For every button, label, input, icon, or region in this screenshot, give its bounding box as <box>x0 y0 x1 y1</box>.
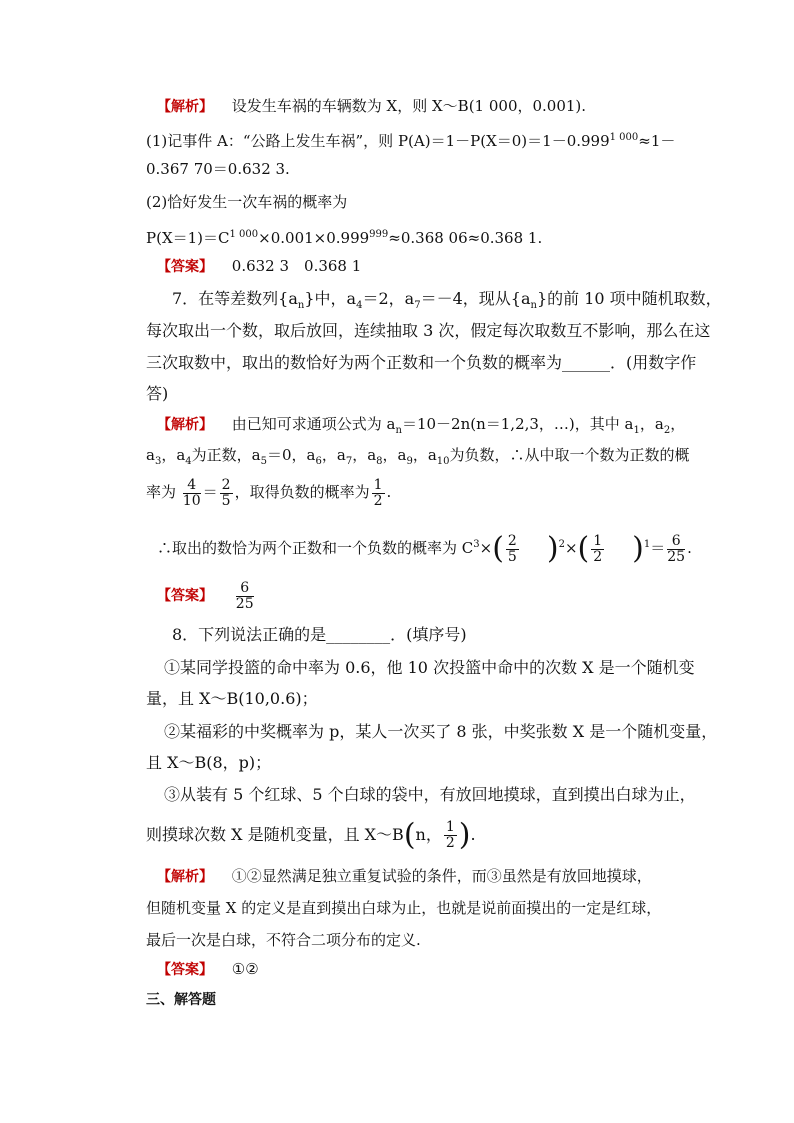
answer-label: 【答案】 <box>157 962 213 978</box>
denominator: 2 <box>445 835 455 851</box>
subscript: n <box>297 300 305 312</box>
subscript: 5 <box>260 456 267 467</box>
text: × <box>564 539 578 557</box>
text: ∴取出的数恰为两个正数和一个负数的概率为 C <box>157 539 474 557</box>
text: ，a <box>639 415 664 433</box>
text: }的前 10 项中随机取数， <box>536 289 722 308</box>
p1-line1 <box>146 127 675 152</box>
numerator: 2 <box>221 476 231 493</box>
q8-s2-line1: ②某福彩的中奖概率为 p，某人一次买了 8 张，中奖张数 X 是一个随机变量， <box>164 722 718 741</box>
text: ＝0，a <box>266 446 316 464</box>
q8-analysis-line1 <box>157 865 652 888</box>
text: 率为 <box>146 483 177 501</box>
q7-analysis-line4 <box>157 527 692 566</box>
text: 则摸球次数 X 是随机变量，且 X～B <box>146 825 404 844</box>
q8-analysis-line2: 但随机变量 X 的定义是直到摸出白球为止，也就是说前面摸出的一定是红球， <box>146 899 662 917</box>
right-paren: ) <box>546 531 559 566</box>
q7-answer-line <box>157 577 256 614</box>
q7-line2: 每次取出一个数，取后放回，连续抽取 3 次，假定每次取数互不影响，那么在这 <box>146 321 711 340</box>
text: × <box>479 539 493 557</box>
text: 为负数，∴从中取一个数为正数的概 <box>449 446 690 464</box>
left-paren: ( <box>577 531 590 566</box>
text: . <box>687 539 692 557</box>
superscript: 3 <box>473 539 480 550</box>
subscript: 3 <box>154 456 162 467</box>
p2-line1: (2)恰好发生一次车祸的概率为 <box>146 193 348 211</box>
q7-analysis-line1 <box>157 413 685 442</box>
q7-line4: 答) <box>146 384 169 403</box>
answer-value: ①② <box>231 960 259 978</box>
text: ＝2，a <box>362 289 415 308</box>
p2-equation <box>146 224 542 249</box>
analysis-label: 【解析】 <box>157 417 213 433</box>
fraction <box>591 534 604 565</box>
numerator: 6 <box>236 581 254 597</box>
q8-s3-line1: ③从装有 5 个红球、5 个白球的袋中，有放回地摸球，直到摸出白球为止， <box>164 785 696 804</box>
superscript: 999 <box>369 229 389 240</box>
text: ，取得负数的概率为 <box>234 483 370 501</box>
subscript: 10 <box>436 456 450 467</box>
text: 由已知可求通项公式为 a <box>231 415 396 433</box>
denominator: 5 <box>221 492 231 509</box>
q8-s2-line2: 且 X～B(8，p)； <box>146 753 272 772</box>
superscript: 1 <box>643 539 651 550</box>
superscript: 2 <box>558 539 565 550</box>
text: ≈0.368 06≈0.368 1. <box>388 229 543 247</box>
q7-line3: 三次取数中，取出的数恰好为两个正数和一个负数的概率为______．(用数字作 <box>146 353 697 372</box>
text: ＝ <box>202 483 218 501</box>
q8-answer-line <box>157 958 259 981</box>
numerator: 4 <box>183 478 201 494</box>
numerator: 2 <box>507 532 517 549</box>
q7-analysis-line2 <box>146 444 690 473</box>
analysis-text: 设发生车祸的车辆数为 X，则 X～B(1 000，0.001). <box>231 97 587 115</box>
left-paren: ( <box>403 817 416 853</box>
analysis-label: 【解析】 <box>157 99 213 115</box>
answer-fraction <box>236 581 254 612</box>
denominator: 25 <box>667 548 686 565</box>
denominator: 5 <box>507 548 517 565</box>
q8-s1-line1: ①某同学投篮的命中率为 0.6，他 10 次投篮中命中的次数 X 是一个随机变 <box>164 658 695 677</box>
q8-analysis-line3: 最后一次是白球，不符合二项分布的定义. <box>146 931 421 949</box>
subscript: 4 <box>185 456 192 467</box>
text: ①②显然满足独立重复试验的条件，而③虽然是有放回地摸球， <box>231 867 652 885</box>
text: }中，a <box>304 289 357 308</box>
q7-analysis-line3 <box>146 474 391 510</box>
right-paren: ) <box>458 817 471 853</box>
denominator: 10 <box>182 492 201 509</box>
answer-label: 【答案】 <box>157 588 213 604</box>
subscript: n <box>530 300 537 312</box>
text: 7．在等差数列{a <box>172 289 298 308</box>
answer-label: 【答案】 <box>157 259 213 275</box>
text: (1)记事件 A：“公路上发生车祸”，则 P(A)＝1－P(X＝0)＝1－0.999 <box>146 132 610 150</box>
text: . <box>470 825 476 844</box>
q8-s3-line2 <box>146 817 476 853</box>
text: a <box>146 446 155 464</box>
numerator: 1 <box>373 476 383 493</box>
subscript: 9 <box>406 456 413 467</box>
fraction <box>220 478 233 509</box>
subscript: 7 <box>345 456 353 467</box>
answer-value: 0.632 3 0.368 1 <box>231 257 362 275</box>
subscript: n <box>395 425 402 436</box>
text: . <box>386 483 392 501</box>
denominator: 25 <box>235 595 254 612</box>
subscript: 6 <box>315 456 322 467</box>
fraction <box>444 820 457 851</box>
answer-line <box>157 255 361 278</box>
fraction <box>372 478 385 509</box>
section-title: 三、解答题 <box>146 992 216 1008</box>
subscript: 8 <box>376 456 383 467</box>
text: ，a <box>321 446 346 464</box>
text: ，a <box>352 446 377 464</box>
p1-line2: 0.367 70＝0.632 3. <box>146 160 290 178</box>
left-paren: ( <box>492 531 504 566</box>
text: ≈1－ <box>638 132 676 150</box>
text: P(X＝1)＝C <box>146 229 230 247</box>
superscript: 1 000 <box>229 229 259 240</box>
numerator: 6 <box>667 534 685 550</box>
superscript: 1 000 <box>609 132 639 143</box>
text: 为正数，a <box>191 446 261 464</box>
text: ，a <box>382 446 407 464</box>
text: ＝－4，现从{a <box>420 289 531 308</box>
q8-s1-line2: 量，且 X～B(10,0.6)； <box>146 689 318 708</box>
q7-line1 <box>172 288 722 317</box>
numerator: 1 <box>593 532 603 549</box>
text: ， <box>670 415 686 433</box>
text: ＝10－2n(n＝1,2,3，…)，其中 a <box>401 415 634 433</box>
subscript: 7 <box>414 300 421 312</box>
fraction <box>183 478 201 509</box>
q8-line1: 8．下列说法正确的是________．(填序号) <box>172 625 467 644</box>
subscript: 1 <box>633 425 640 436</box>
subscript: 4 <box>356 300 363 312</box>
fraction <box>506 534 519 565</box>
text: ，a <box>161 446 186 464</box>
denominator: 2 <box>593 548 603 565</box>
fraction <box>667 534 685 565</box>
analysis-label: 【解析】 <box>157 869 213 885</box>
text: ＝ <box>650 539 666 557</box>
text: ，a <box>412 446 437 464</box>
denominator: 2 <box>373 492 383 509</box>
text: n， <box>415 825 442 844</box>
analysis-line <box>157 95 586 118</box>
text: ×0.001×0.999 <box>258 229 370 247</box>
subscript: 2 <box>663 425 671 436</box>
right-paren: ) <box>632 531 644 566</box>
numerator: 1 <box>445 819 455 835</box>
